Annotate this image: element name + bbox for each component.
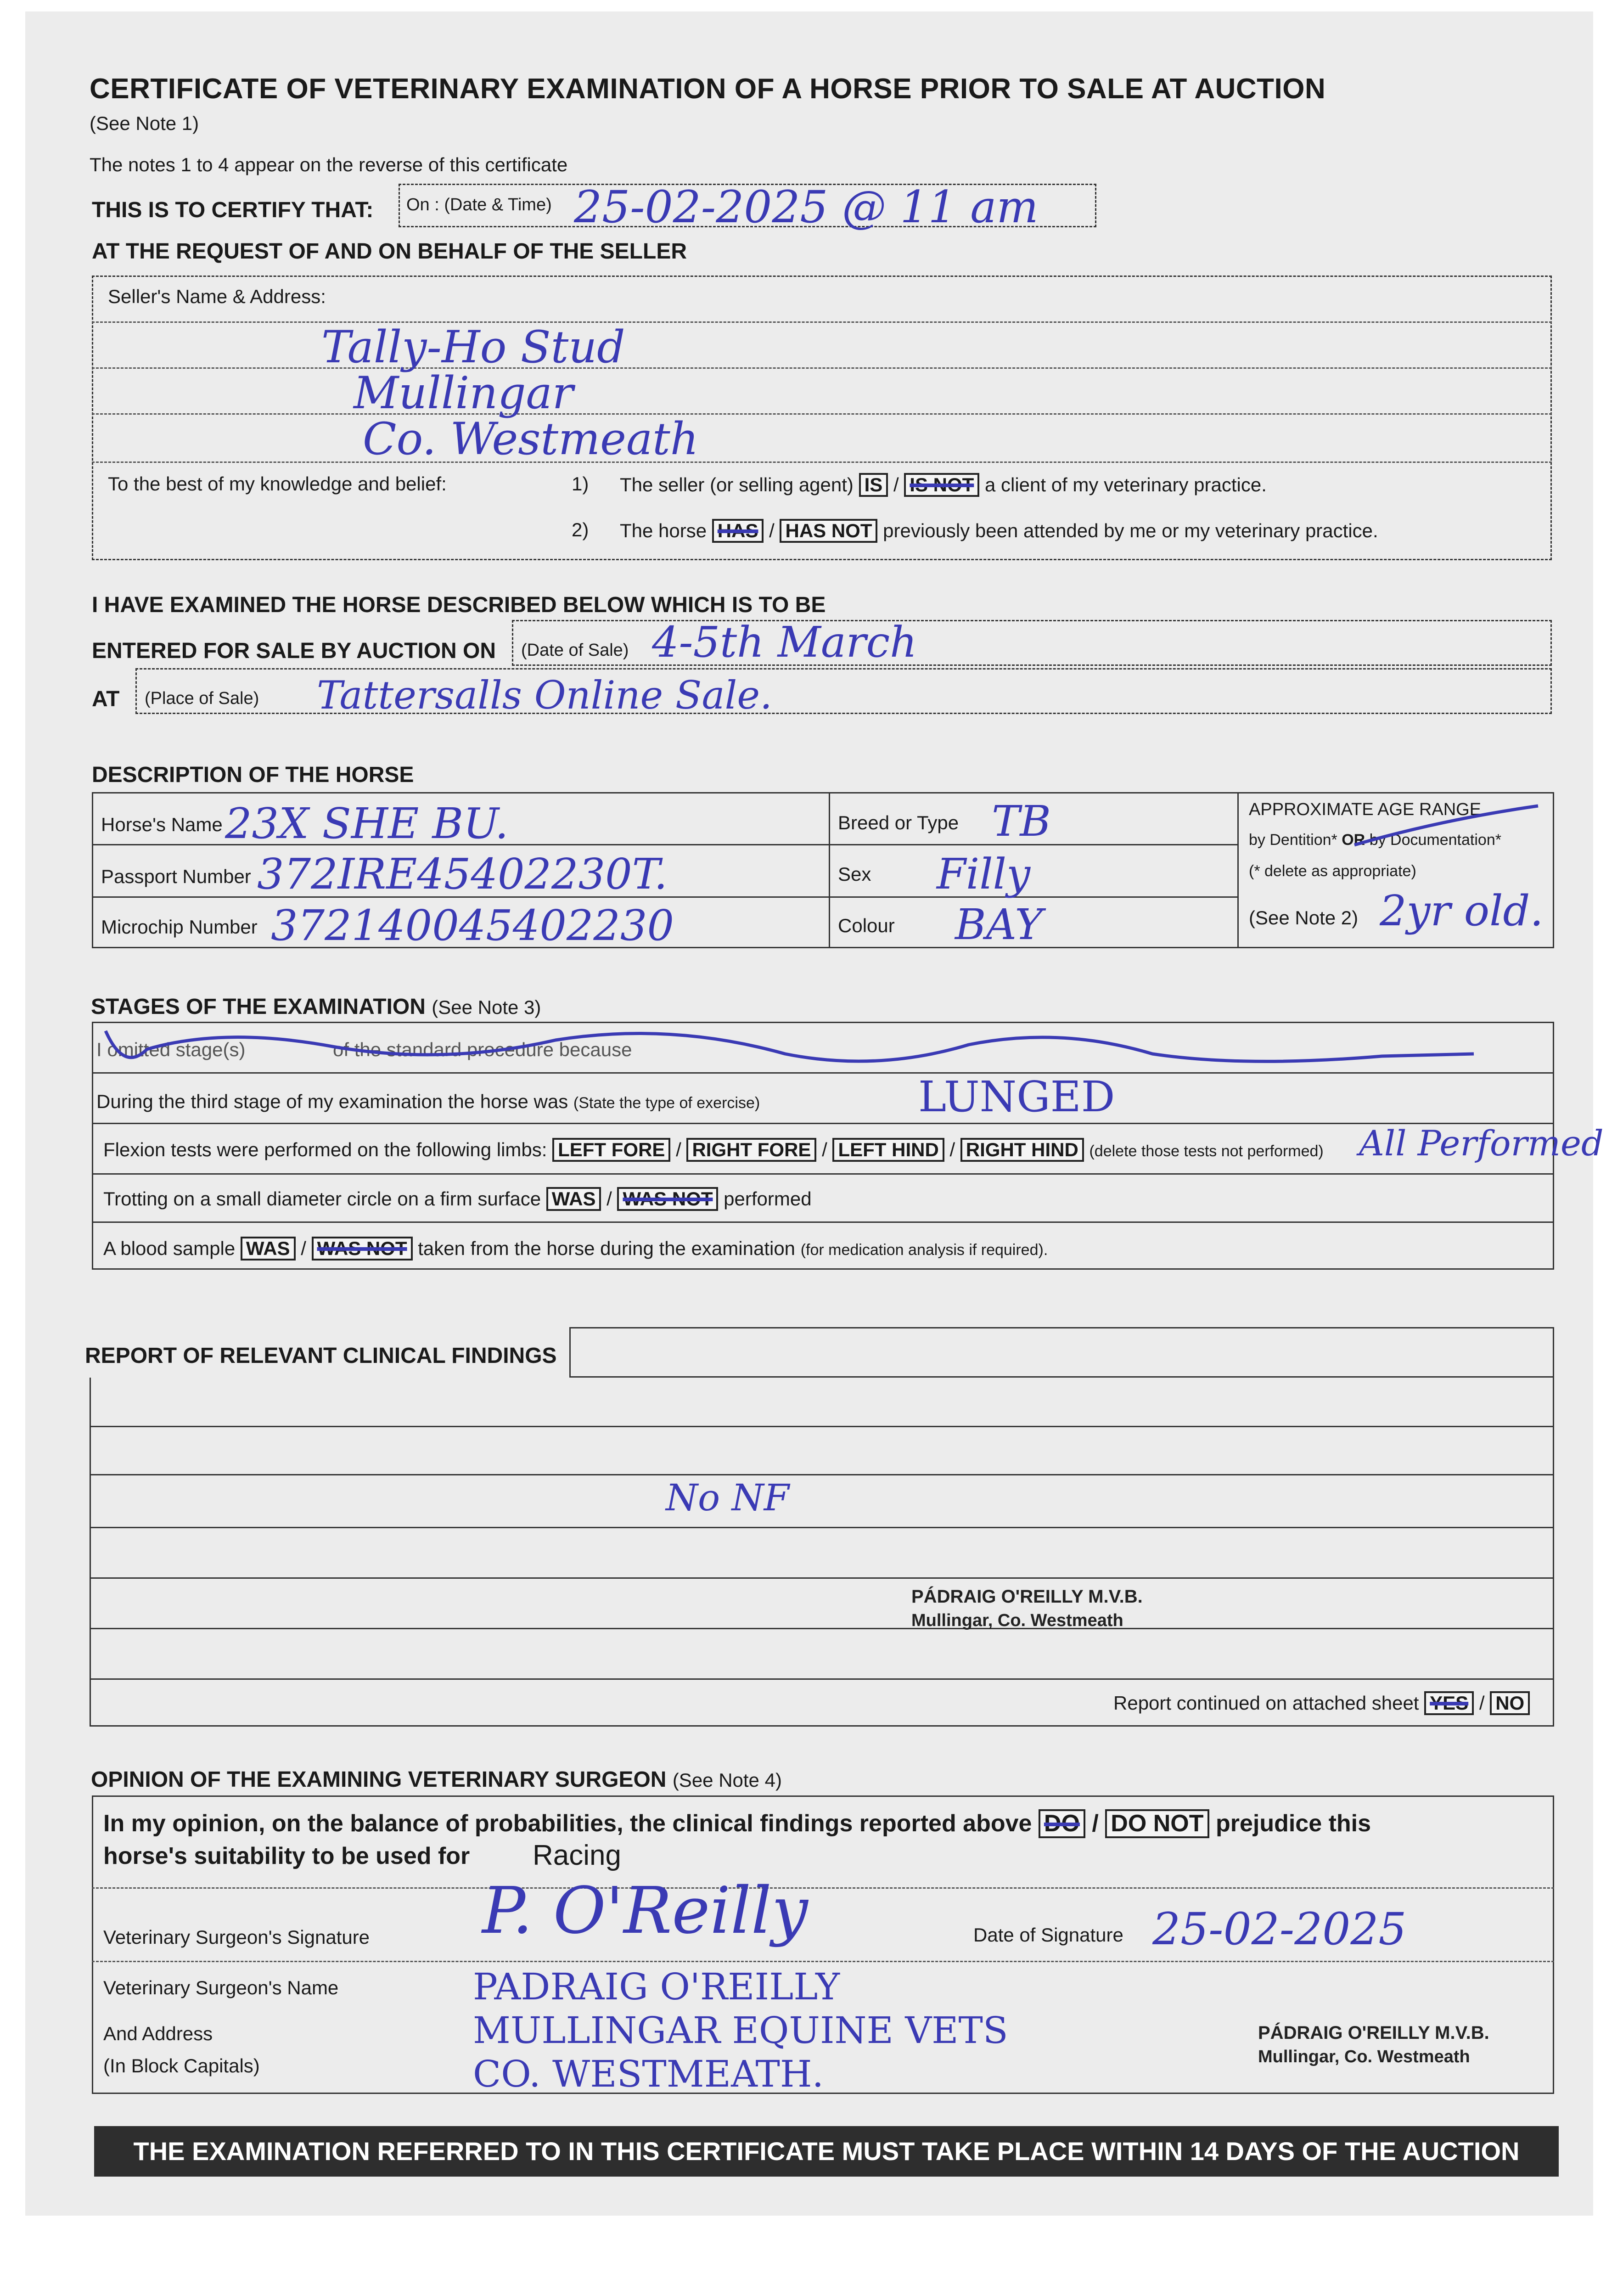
document-title: CERTIFICATE OF VETERINARY EXAMINATION OF A HORSE PRIOR TO SALE AT AUCTION — [90, 73, 1326, 105]
sex-label: Sex — [838, 863, 871, 885]
stages-row-rule — [92, 1173, 1554, 1175]
horse-name-value[interactable]: 23X SHE BU. — [225, 799, 509, 848]
opinion-rule — [92, 1961, 1554, 1962]
description-heading: DESCRIPTION OF THE HORSE — [92, 763, 414, 787]
surgeon-block-label: (In Block Capitals) — [103, 2055, 260, 2077]
knowledge-item2 — [620, 519, 1378, 543]
footer-banner: THE EXAMINATION REFERRED TO IN THIS CERTIFICATE MUST TAKE PLACE WITHIN 14 DAYS OF THE AUCTION — [94, 2126, 1559, 2177]
opinion-text-pre: In my opinion, on the balance of probabilities, the clinical findings reported above — [103, 1810, 1032, 1837]
third-stage — [96, 1091, 760, 1113]
age-heading: APPROXIMATE AGE RANGE — [1249, 800, 1482, 819]
at-label: AT — [92, 687, 120, 711]
trot-was-option[interactable]: WAS — [546, 1187, 601, 1211]
horse-has-not-option[interactable]: HAS NOT — [780, 519, 877, 543]
surgeon-name-line-3[interactable]: CO. WESTMEATH. — [473, 2053, 824, 2095]
passport-label: Passport Number — [101, 866, 251, 887]
third-stage-value[interactable]: LUNGED — [918, 1072, 1115, 1121]
slash: / — [301, 1238, 306, 1259]
horse-has-option[interactable]: HAS — [712, 519, 764, 543]
omitted-stages-post: of the standard procedure because — [333, 1039, 632, 1060]
flexion-left-hind[interactable]: LEFT HIND — [832, 1138, 944, 1162]
surgeon-address-label: And Address — [103, 2023, 213, 2044]
trot-label: Trotting on a small diameter circle on a firm surface — [103, 1188, 541, 1210]
opinion-use-value[interactable]: Racing — [533, 1840, 621, 1871]
report-continued-no[interactable]: NO — [1490, 1691, 1530, 1715]
knowledge-item2-tail: previously been attended by me or my veterinary practice. — [883, 520, 1378, 541]
knowledge-item1-num: 1) — [572, 473, 589, 495]
stages-row-rule — [92, 1123, 1554, 1124]
stamp-place-2: Mullingar, Co. Westmeath — [1258, 2047, 1470, 2066]
age-by-dentition[interactable]: by Dentition* — [1249, 831, 1337, 849]
seller-line-3[interactable]: Co. Westmeath — [363, 413, 699, 465]
age-see-note: (See Note 2) — [1249, 907, 1359, 929]
age-by-documentation[interactable]: by Documentation* — [1369, 831, 1501, 849]
opinion-do-option[interactable]: DO — [1039, 1809, 1085, 1838]
date-of-signature-label: Date of Signature — [973, 1924, 1123, 1946]
age-strike-mark — [1350, 801, 1543, 852]
slash: / — [893, 474, 899, 495]
report-first-line[interactable] — [569, 1327, 1554, 1378]
slash: / — [1092, 1810, 1099, 1837]
report-rule — [90, 1628, 1554, 1629]
report-findings-value[interactable]: No NF — [666, 1476, 790, 1519]
description-divider — [1237, 792, 1239, 948]
omitted-strike-scribble — [96, 1022, 1497, 1077]
slash: / — [1479, 1692, 1485, 1714]
slash: / — [949, 1139, 955, 1160]
stages-heading-text: STAGES OF THE EXAMINATION — [91, 995, 426, 1019]
place-of-sale-value[interactable]: Tattersalls Online Sale. — [317, 673, 772, 718]
signature-label: Veterinary Surgeon's Signature — [103, 1926, 370, 1948]
flexion-row — [103, 1138, 1324, 1162]
slash: / — [676, 1139, 681, 1160]
sex-value[interactable]: Filly — [937, 850, 1031, 899]
seller-label: Seller's Name & Address: — [108, 286, 326, 307]
knowledge-item1-text: The seller (or selling agent) — [620, 474, 854, 495]
opinion-text-post: prejudice this — [1215, 1810, 1371, 1837]
report-continued — [1113, 1691, 1530, 1715]
seller-is-not-option[interactable]: IS NOT — [904, 473, 979, 497]
knowledge-item2-text: The horse — [620, 520, 707, 541]
place-of-sale-label: (Place of Sale) — [145, 689, 259, 708]
third-stage-note: (State the type of exercise) — [573, 1094, 760, 1112]
date-of-sale-label: (Date of Sale) — [521, 641, 629, 660]
stamp-name: PÁDRAIG O'REILLY M.V.B. — [911, 1587, 1143, 1607]
opinion-heading-text: OPINION OF THE EXAMINING VETERINARY SURGEON — [91, 1767, 667, 1792]
seller-rule — [92, 367, 1552, 369]
opinion-heading-note: (See Note 4) — [672, 1769, 782, 1791]
trot-tail: performed — [724, 1188, 812, 1210]
knowledge-item1 — [620, 473, 1267, 497]
flexion-right-hind[interactable]: RIGHT HIND — [960, 1138, 1084, 1162]
blood-note: (for medication analysis if required). — [800, 1241, 1048, 1259]
surgeon-name-line-2[interactable]: MULLINGAR EQUINE VETS — [473, 2009, 1008, 2052]
slash: / — [607, 1188, 612, 1210]
age-value[interactable]: 2yr old. — [1380, 886, 1544, 935]
report-area[interactable] — [90, 1378, 1554, 1727]
flexion-note: (delete those tests not performed) — [1089, 1142, 1324, 1160]
report-rule — [90, 1474, 1554, 1475]
see-note-1: (See Note 1) — [90, 113, 199, 134]
passport-value[interactable]: 372IRE45402230T. — [257, 850, 668, 899]
blood-was-not-option[interactable]: WAS NOT — [312, 1237, 413, 1261]
colour-value[interactable]: BAY — [955, 900, 1043, 949]
slash: / — [769, 520, 775, 541]
flexion-right-fore[interactable]: RIGHT FORE — [686, 1138, 816, 1162]
report-rule — [90, 1678, 1554, 1680]
signature-value[interactable]: P. O'Reilly — [482, 1874, 808, 1948]
blood-row — [103, 1237, 1048, 1261]
microchip-value[interactable]: 372140045402230 — [271, 901, 674, 950]
certify-date-value[interactable]: 25-02-2025 @ 11 am — [574, 181, 1039, 233]
breed-value[interactable]: TB — [992, 797, 1051, 846]
age-delete-note: (* delete as appropriate) — [1249, 862, 1416, 880]
seller-rule — [92, 413, 1552, 415]
notes-line: The notes 1 to 4 appear on the reverse of this certificate — [90, 154, 568, 175]
stamp-name-2: PÁDRAIG O'REILLY M.V.B. — [1258, 2023, 1489, 2043]
surgeon-name-label: Veterinary Surgeon's Name — [103, 1977, 339, 1998]
seller-box — [92, 276, 1552, 560]
examined-heading-1: I HAVE EXAMINED THE HORSE DESCRIBED BELOW WHICH IS TO BE — [92, 593, 826, 617]
date-of-signature-value[interactable]: 25-02-2025 — [1152, 1903, 1407, 1955]
trot-row — [103, 1187, 812, 1211]
seller-rule — [92, 461, 1552, 463]
flexion-left-fore[interactable]: LEFT FORE — [552, 1138, 670, 1162]
examined-heading-2: ENTERED FOR SALE BY AUCTION ON — [92, 639, 496, 663]
opinion-statement — [103, 1809, 1371, 1838]
blood-tail: taken from the horse during the examination — [418, 1238, 796, 1259]
breed-label: Breed or Type — [838, 812, 959, 833]
colour-label: Colour — [838, 915, 895, 936]
stamp-place: Mullingar, Co. Westmeath — [911, 1611, 1123, 1630]
horse-name-label: Horse's Name — [101, 814, 223, 835]
stages-heading-note: (See Note 3) — [432, 996, 541, 1018]
omitted-stages-pre: I omitted stage(s) — [96, 1039, 246, 1060]
seller-line-2[interactable]: Mullingar — [354, 367, 573, 419]
opinion-rule — [92, 1887, 1554, 1889]
certify-on-label: On : (Date & Time) — [406, 195, 552, 214]
report-continued-label: Report continued on attached sheet — [1113, 1692, 1419, 1714]
knowledge-item2-num: 2) — [572, 519, 589, 540]
seller-is-option[interactable]: IS — [859, 473, 888, 497]
stages-row-rule — [92, 1221, 1554, 1223]
knowledge-label: To the best of my knowledge and belief: — [108, 473, 447, 495]
seller-rule — [92, 321, 1552, 323]
trot-was-not-option[interactable]: WAS NOT — [617, 1187, 718, 1211]
opinion-heading — [91, 1767, 782, 1792]
certify-label: THIS IS TO CERTIFY THAT: — [92, 198, 374, 222]
microchip-label: Microchip Number — [101, 916, 258, 938]
blood-label: A blood sample — [103, 1238, 236, 1259]
seller-line-1[interactable]: Tally-Ho Stud — [321, 321, 625, 373]
age-or: OR — [1342, 831, 1365, 849]
report-rule — [90, 1527, 1554, 1528]
surgeon-name-line-1[interactable]: PADRAIG O'REILLY — [473, 1965, 840, 2008]
request-heading: AT THE REQUEST OF AND ON BEHALF OF THE SELLER — [92, 239, 687, 264]
report-heading: REPORT OF RELEVANT CLINICAL FINDINGS — [85, 1344, 557, 1368]
slash: / — [822, 1139, 827, 1160]
third-stage-label: During the third stage of my examination the horse was — [96, 1091, 568, 1112]
knowledge-item1-tail: a client of my veterinary practice. — [984, 474, 1267, 495]
report-rule — [90, 1577, 1554, 1579]
date-of-sale-value[interactable]: 4-5th March — [652, 618, 917, 667]
report-continued-yes[interactable]: YES — [1424, 1691, 1474, 1715]
report-rule — [90, 1426, 1554, 1427]
flexion-value[interactable]: All Performed — [1359, 1123, 1604, 1164]
stages-heading — [91, 994, 541, 1019]
blood-was-option[interactable]: WAS — [241, 1237, 296, 1261]
opinion-text-line2: horse's suitability to be used for — [103, 1843, 470, 1869]
flexion-label: Flexion tests were performed on the following limbs: — [103, 1139, 547, 1160]
description-divider — [829, 792, 830, 948]
opinion-do-not-option[interactable]: DO NOT — [1105, 1809, 1209, 1838]
